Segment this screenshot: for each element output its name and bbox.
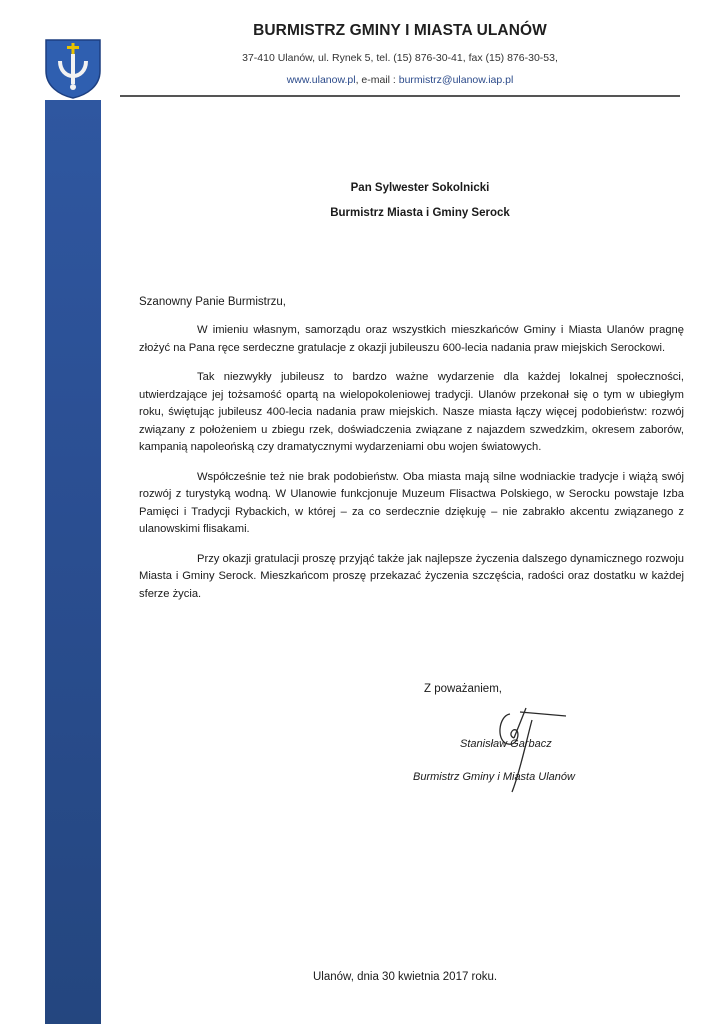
- org-address: 37-410 Ulanów, ul. Rynek 5, tel. (15) 876-30-41, fax (15) 876-30-53,: [242, 52, 558, 64]
- salutation: Szanowny Panie Burmistrzu,: [139, 296, 287, 308]
- org-name: BURMISTRZ GMINY I MIASTA ULANÓW: [253, 22, 547, 39]
- email-label: , e-mail :: [355, 74, 399, 86]
- org-contact: [120, 74, 680, 86]
- addressee-title: Burmistrz Miasta i Gminy Serock: [330, 207, 510, 219]
- paragraph: W imieniu własnym, samorządu oraz wszystkich mieszkańców Gminy i Miasta Ulanów pragnę złożyć na Pana ręce serdeczne gratulacje z okazji jubileuszu 600-lecia nadania praw miejskich Serockowi.: [139, 324, 684, 354]
- email-link[interactable]: burmistrz@ulanow.iap.pl: [398, 74, 514, 86]
- date-line: Ulanów, dnia 30 kwietnia 2017 roku.: [313, 971, 498, 983]
- letterhead: [120, 20, 680, 86]
- paragraph: Współcześnie też nie brak podobieństw. Oba miasta mają silne wodniackie tradycje i wiążą swój rozwój z turystyką wodną. W Ulanowie funkcjonuje Muzeum Flisactwa Polskiego, w Serocku powstaje Izba Pamięci i Tradycji Rybackich, w której – za co serdecznie dziękuję – nie zabrakło akcentu związanego z ulanowskimi flisakami.: [139, 470, 684, 535]
- signer-name: Stanisław Garbacz: [460, 738, 552, 750]
- addressee-block: [160, 176, 680, 226]
- paragraph: Przy okazji gratulacji proszę przyjąć także jak najlepsze życzenia dalszego dynamicznego rozwoju Miasta i Gminy Serock. Mieszkańcom proszę przekazać życzenia szczęścia, radości oraz dostatku w każdej sferze życia.: [139, 552, 684, 600]
- decorative-blue-stripe: [45, 100, 101, 1024]
- addressee-name: Pan Sylwester Sokolnicki: [350, 182, 490, 194]
- letter-body: [139, 322, 684, 615]
- header-divider: [120, 95, 680, 97]
- closing: Z poważaniem,: [424, 683, 502, 695]
- handwritten-signature-icon: [468, 702, 588, 798]
- paragraph: Tak niezwykły jubileusz to bardzo ważne wydarzenie dla każdej lokalnej społeczności, utwierdzające jej tożsamość opartą na wielopokoleniowej tradycji. Ulanów przekonał się o tym w ubiegłym roku, świętując jubileusz 400-lecia nadania praw miejskich. Nasze miasta łączy więcej podobieństw: rozwój związany z położeniem u zbiegu rzek, doświadczenia związane z najazdem szwedzkim, okresem zaborów, kampanią napoleońską czy dramatycznymi wydarzeniami obu wojen światowych.: [139, 371, 684, 453]
- coat-of-arms-icon: [42, 37, 104, 99]
- website-link[interactable]: www.ulanow.pl: [286, 74, 356, 86]
- signer-role: Burmistrz Gminy i Miasta Ulanów: [413, 771, 575, 783]
